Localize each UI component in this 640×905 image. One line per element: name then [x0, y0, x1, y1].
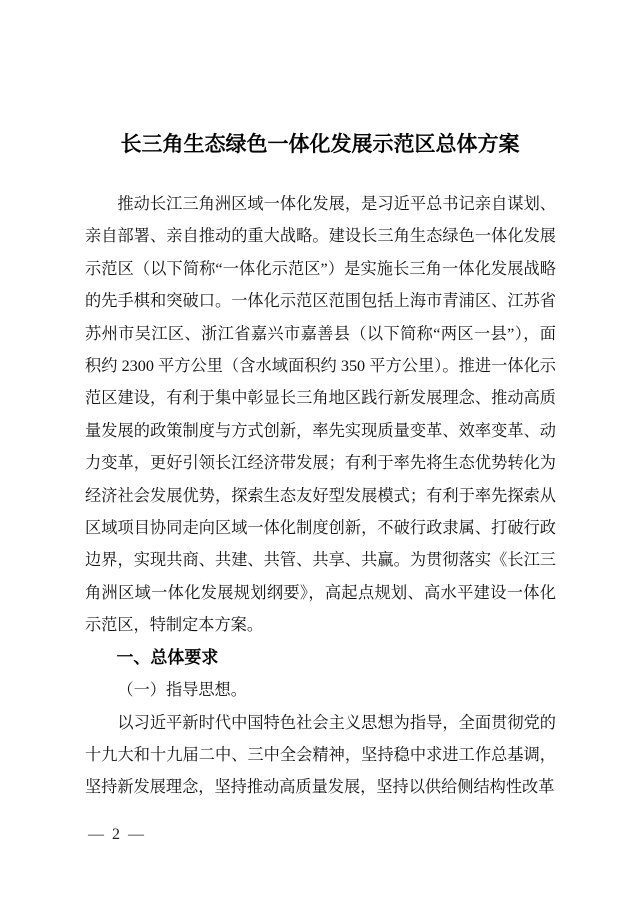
paragraph-guiding-ideology: 以习近平新时代中国特色社会主义思想为指导，全面贯彻党的十九大和十九届二中、三中全会精神，坚持稳中求进工作总基调，坚持新发展理念，坚持推动高质量发展，坚持以供给侧结构性改革: [85, 713, 556, 797]
document-body: [85, 188, 556, 804]
document-title: 长三角生态绿色一体化发展示范区总体方案: [120, 132, 520, 156]
section-heading-overall-requirements: 一、总体要求: [116, 647, 219, 667]
paragraph-intro: 推动长江三角洲区域一体化发展，是习近平总书记亲自谋划、亲自部署、亲自推动的重大战略。建设长三角生态绿色一体化发展示范区（以下简称“一体化示范区”）是实施长三角一体化发展战略的先手棋和突破口。一体化示范区范围包括上海市青浦区、江苏省苏州市吴江区、浙江省嘉兴市嘉善县（以下简称“两区一县”），面积约 2300 平方公里（含水域面积约 350 平方公里）。推进一体化示范区建设，有利于集中彰显长三角地区践行新发展理念、推动高质量发展的政策制度与方式创新，率先实现质量变革、效率变革、动力变革，更好引领长江经济带发展；有利于率先将生态优势转化为经济社会发展优势，探索生态友好型发展模式；有利于率先探索从区域项目协同走向区域一体化制度创新，不破行政隶属、打破行政边界，实现共商、共建、共管、共享、共赢。为贯彻落实《长江三角洲区域一体化发展规划纲要》，高起点规划、高水平建设一体化示范区，特制定本方案。: [85, 195, 556, 635]
subsection-heading-guiding-ideology: （一）指导思想。: [117, 681, 247, 700]
page-number: — 2 —: [88, 826, 146, 843]
